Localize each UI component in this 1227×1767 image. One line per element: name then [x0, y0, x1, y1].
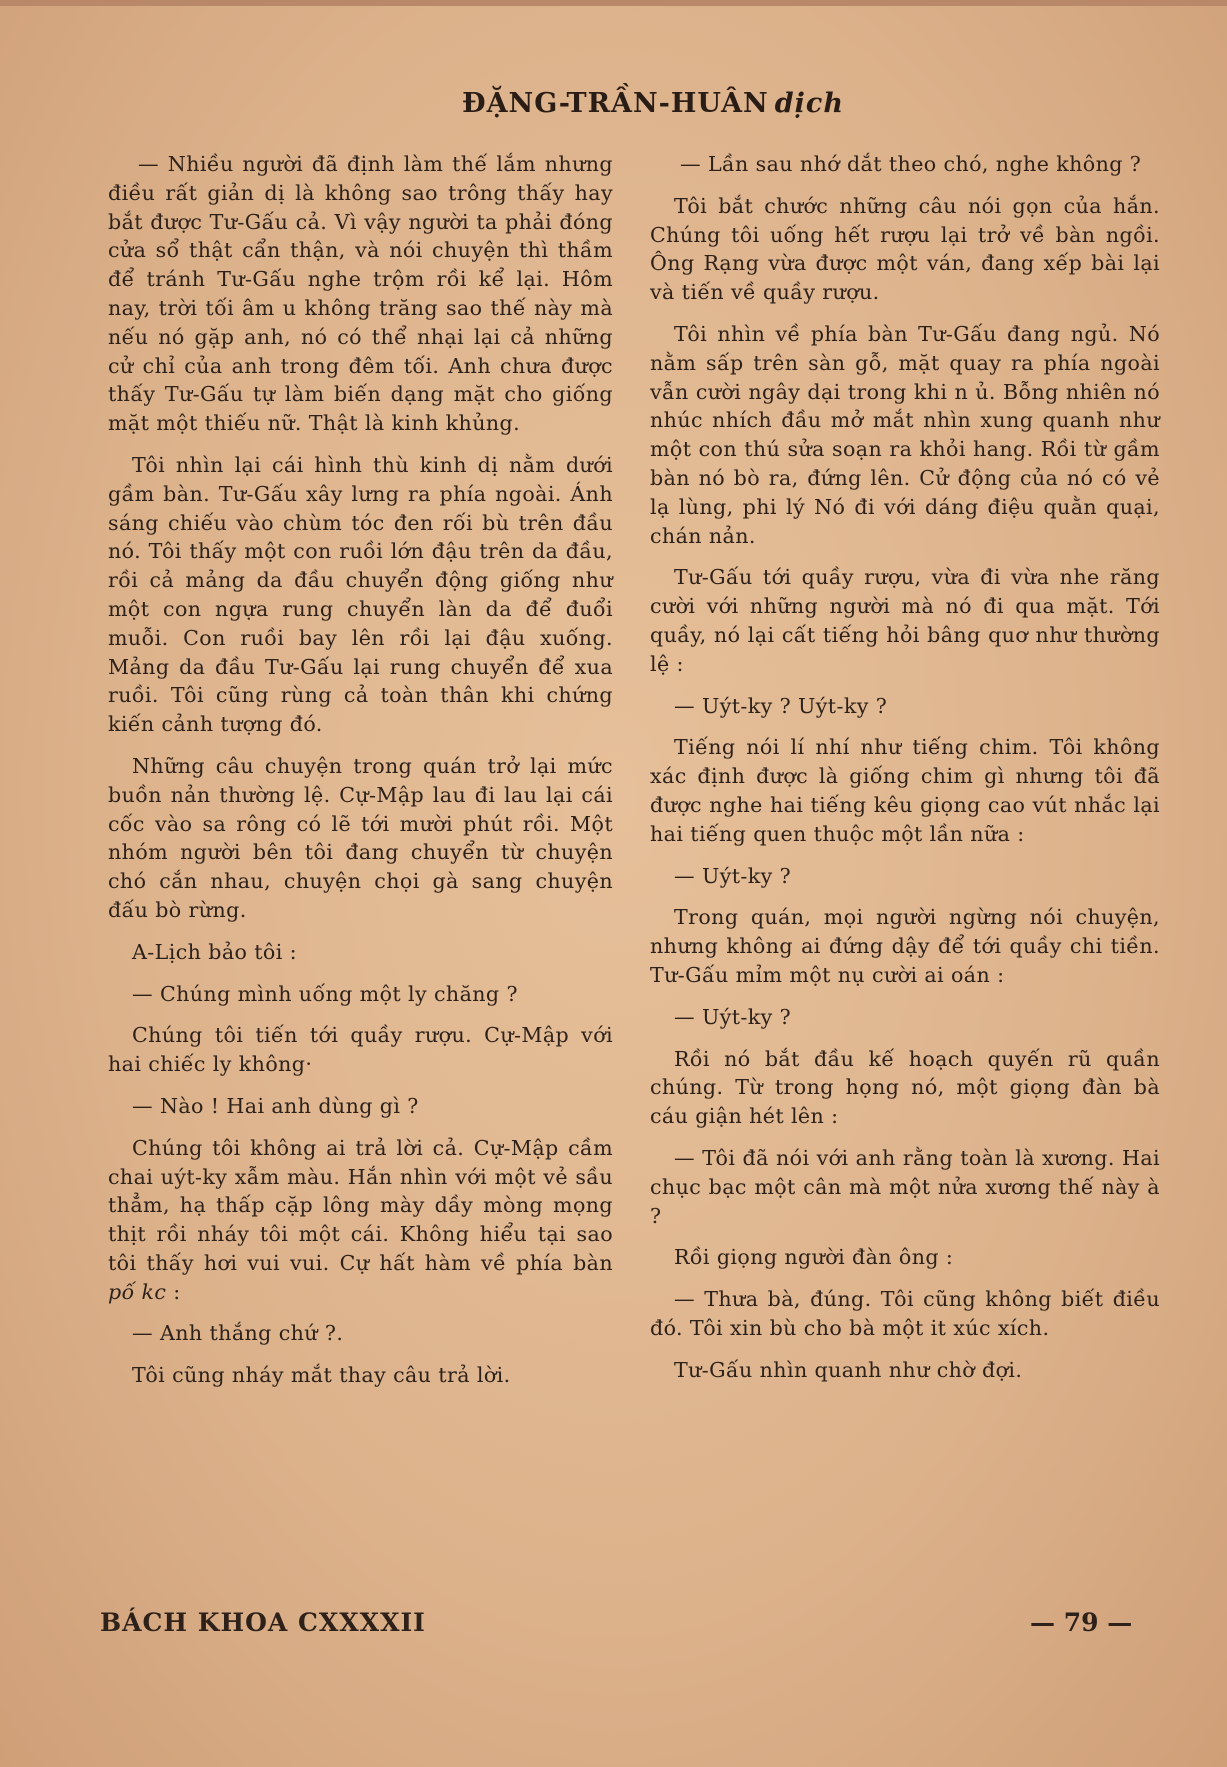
paragraph: Tư-Gấu nhìn quanh như chờ đợi.	[674, 1357, 1023, 1382]
italic-term: pố kc	[108, 1279, 167, 1304]
paragraph: Rồi giọng người đàn ông :	[674, 1245, 954, 1270]
paragraph: — Lần sau nhớ dắt theo chó, nghe không ?	[680, 152, 1142, 176]
paragraph: Tôi nhìn lại cái hình thù kinh dị nằm dưới gầm bàn. Tư-Gấu xây lưng ra phía ngoài. Ánh sáng chiếu vào chùm tóc đen rối bù trên đầu nó. Tôi thấy một con ruồi lớn đậu trên da đầu, rồi cả mảng da đầu chuyển động giống như một con ngựa rung chuyển làn da để đuổi muỗi. Con ruồi bay lên rồi lại đậu xuống. Mảng da đầu Tư-Gấu lại rung chuyển để xua ruồi. Tôi cũng rùng cả toàn thân khi chứng kiến cảnh tượng đó.	[108, 452, 613, 737]
page-header	[462, 88, 844, 119]
page-number: — 79 —	[1030, 1608, 1133, 1637]
paragraph	[108, 1134, 613, 1307]
page-top-edge	[0, 0, 1227, 6]
translator-word: dịch	[774, 88, 844, 119]
paragraph: Chúng tôi tiến tới quầy rượu. Cự-Mập với hai chiếc ly không·	[108, 1023, 613, 1077]
paragraph: Tôi bắt chước những câu nói gọn của hắn. Chúng tôi uống hết rượu lại trở về bàn ngồi. Ông Rạng vừa được một ván, đang xếp bài lại và tiến về quầy rượu.	[650, 193, 1160, 305]
paragraph: Tôi cũng nháy mắt thay câu trả lời.	[132, 1363, 511, 1388]
paragraph: — Nào ! Hai anh dùng gì ?	[132, 1093, 419, 1118]
paragraph: — Uýt-ky ? Uýt-ky ?	[674, 693, 888, 718]
paragraph: Tiếng nói lí nhí như tiếng chim. Tôi không xác định được là giống chim gì nhưng tôi đã được nghe hai tiếng kêu giọng cao vút nhắc lại hai tiếng quen thuộc một lần nữa :	[650, 735, 1160, 846]
paragraph: — Uýt-ky ?	[674, 1004, 792, 1029]
paragraph: — Nhiều người đã định làm thế lắm nhưng điều rất giản dị là không sao trông thấy hay bắt được Tư-Gấu cả. Vì vậy người ta phải đóng cửa sổ thật cẩn thận, và nói chuyện thì thầm để tránh Tư-Gấu nghe trộm rồi kể lại. Hôm nay, trời tối âm u không trăng sao thế này mà nếu nó gặp anh, nó có thể nhại lại cả những cử chỉ của anh trong đêm tối. Anh chưa được thấy Tư-Gấu tự làm biến dạng mặt cho giống mặt một thiếu nữ. Thật là kinh khủng.	[108, 152, 613, 436]
paragraph: Trong quán, mọi người ngừng nói chuyện, nhưng không ai đứng dậy để tới quầy chi tiền. Tư-Gấu mỉm một nụ cười ai oán :	[650, 905, 1160, 987]
magazine-title: BÁCH KHOA CXXXXII	[100, 1608, 426, 1637]
paragraph: — Thưa bà, đúng. Tôi cũng không biết điều đó. Tôi xin bù cho bà một it xúc xích.	[650, 1287, 1160, 1340]
paragraph: Tư-Gấu tới quầy rượu, vừa đi vừa nhe răng cười với những người mà nó đi qua mặt. Tới quầy, nó lại cất tiếng hỏi bâng quơ như thường lệ :	[650, 565, 1160, 676]
paragraph: Những câu chuyện trong quán trở lại mức buồn nản thường lệ. Cự-Mập lau đi lau lại cái cốc vào sa rông có lẽ tới mười phút rồi. Một nhóm người bên tôi đang chuyển từ chuyện chó cắn nhau, chuyện chọi gà sang chuyện đấu bò rừng.	[108, 753, 613, 922]
paragraph: — Tôi đã nói với anh rằng toàn là xương. Hai chục bạc một cân mà một nửa xương thế này à ?	[650, 1145, 1160, 1228]
paragraph: — Anh thắng chứ ?.	[132, 1321, 344, 1346]
left-column	[108, 150, 613, 1403]
paragraph: Tôi nhìn về phía bàn Tư-Gấu đang ngủ. Nó nằm sấp trên sàn gỗ, mặt quay ra phía ngoài vẫn cười ngây dại trong khi n ủ. Bỗng nhiên nó nhúc nhích đầu mở mắt nhìn xung quanh như một con thú sửa soạn ra khỏi hang. Rồi từ gầm bàn nó bò ra, đứng lên. Cử động của nó có vẻ lạ lùng, phi lý Nó đi với dáng điệu quằn quại, chán nản.	[650, 321, 1160, 548]
paragraph-text: Chúng tôi không ai trả lời cả. Cự-Mập cầm chai uýt-ky xẫm màu. Hắn nhìn với một vẻ sầu thẳm, hạ thấp cặp lông mày dầy mòng mọng thịt rồi nháy tôi một cái. Không hiểu tại sao tôi thấy hơi vui vui. Cự hất hàm về phía bàn	[108, 1135, 613, 1275]
paragraph: — Uýt-ky ?	[674, 863, 792, 888]
paragraph: A-Lịch bảo tôi :	[132, 939, 297, 964]
paragraph: — Chúng mình uống một ly chăng ?	[132, 981, 518, 1006]
colon: :	[173, 1279, 181, 1304]
right-column	[650, 150, 1160, 1397]
author-name: ĐẶNG-TRẦN-HUÂN	[462, 88, 769, 119]
paragraph: Rồi nó bắt đầu kế hoạch quyến rũ quần chúng. Từ trong họng nó, một giọng đàn bà cáu giận hét lên :	[650, 1046, 1160, 1129]
